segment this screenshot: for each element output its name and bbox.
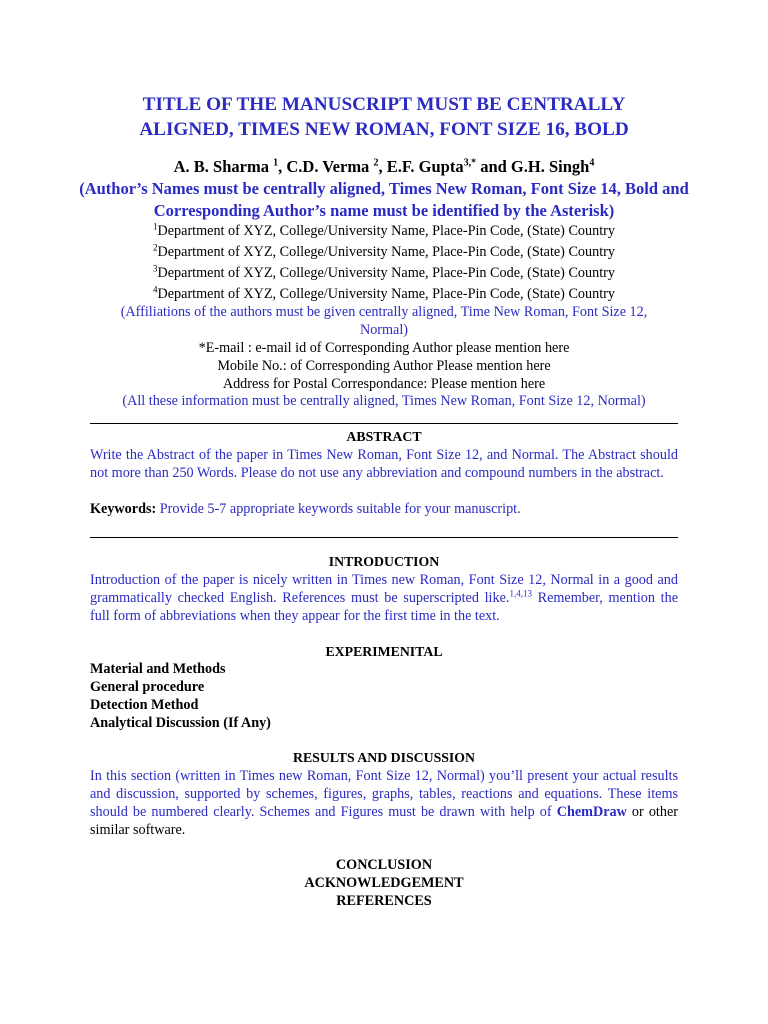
references-heading: REFERENCES <box>336 893 432 909</box>
keywords-text: Provide 5-7 appropriate keywords suitable for your manuscript. <box>156 501 521 517</box>
contact-email: *E-mail : e-mail id of Corresponding Author please mention here <box>198 340 570 356</box>
introduction-reference-sup: 1,4,13 <box>509 588 532 599</box>
affiliation-2 <box>0 242 768 263</box>
introduction-text-main: Introduction of the paper is nicely written in Times new Roman, Font Size 12, Normal in a good and grammatically checked English. References must be superscripted like. <box>90 572 678 606</box>
subheading-general-procedure: General procedure <box>90 679 205 695</box>
affiliation-4-text: Department of XYZ, College/University Name, Place-Pin Code, (State) Country <box>157 286 615 302</box>
author-1-name: A. B. Sharma <box>173 157 274 176</box>
subheading-analytical-discussion: Analytical Discussion (If Any) <box>90 715 271 731</box>
affiliation-3-text: Department of XYZ, College/University Name, Place-Pin Code, (State) Country <box>157 265 615 281</box>
results-text-tail: or other similar software. <box>90 804 678 838</box>
contact-address: Address for Postal Correspondance: Please mention here <box>222 376 546 392</box>
title-line-1: TITLE OF THE MANUSCRIPT MUST BE CENTRALLY <box>142 94 626 115</box>
author-2-sup: 2 <box>373 157 379 169</box>
author-2-name: , C.D. Verma <box>278 157 374 176</box>
affiliation-1-text: Department of XYZ, College/University Name, Place-Pin Code, (State) Country <box>157 223 615 239</box>
affiliation-3-sup: 3 <box>153 263 158 274</box>
affiliation-format-note: (Affiliations of the authors must be given centrally aligned, Time New Roman, Font Size 12, Normal) <box>120 304 648 338</box>
conclusion-heading: CONCLUSION <box>335 857 433 873</box>
affiliation-2-text: Department of XYZ, College/University Name, Place-Pin Code, (State) Country <box>157 244 615 260</box>
experimental-subheadings <box>90 660 271 732</box>
affiliation-4 <box>0 284 768 305</box>
subheading-detection-method: Detection Method <box>90 697 199 713</box>
results-heading: RESULTS AND DISCUSSION <box>293 750 475 765</box>
author-list <box>0 156 768 178</box>
keywords-label: Keywords: <box>90 501 157 517</box>
contact-info <box>0 339 768 393</box>
affiliation-2-sup: 2 <box>153 242 158 253</box>
abstract-heading: ABSTRACT <box>346 429 422 444</box>
affiliation-4-sup: 4 <box>153 284 158 295</box>
experimental-heading: EXPERIMENITAL <box>325 644 443 659</box>
contact-format-note: (All these information must be centrally aligned, Times New Roman, Font Size 12, Normal) <box>122 393 646 409</box>
results-text-main: In this section (written in Times new Roman, Font Size 12, Normal) you’ll present your actual results and discussion, supported by schemes, figures, graphs, tables, reactions and equations. These items should be numbered clearly. Schemes and Figures must be drawn with help of <box>90 768 678 820</box>
introduction-text <box>90 571 678 625</box>
author-4-name: and G.H. Singh <box>476 157 590 176</box>
affiliation-3 <box>0 263 768 284</box>
manuscript-title <box>0 92 768 142</box>
divider-bottom <box>90 537 678 538</box>
abstract-text: Write the Abstract of the paper in Times New Roman, Font Size 12, and Normal. The Abstract should not more than 250 Words. Please do not use any abbreviation and compound numbers in the abstract. <box>90 447 678 481</box>
author-1-sup: 1 <box>273 157 279 169</box>
results-text <box>90 767 678 839</box>
affiliation-1 <box>0 221 768 242</box>
author-format-note: (Author’s Names must be centrally aligned, Times New Roman, Font Size 14, Bold and Corresponding Author’s name must be identified by the Asterisk) <box>79 179 689 220</box>
author-3-name: , E.F. Gupta <box>378 157 464 176</box>
author-3-sup: 3,* <box>463 157 477 169</box>
keywords-line <box>90 500 521 518</box>
chemdraw-word: ChemDraw <box>556 804 627 820</box>
affiliation-1-sup: 1 <box>153 221 158 232</box>
affiliation-list <box>0 221 768 305</box>
title-line-2: ALIGNED, TIMES NEW ROMAN, FONT SIZE 16, BOLD <box>139 119 629 140</box>
introduction-heading: INTRODUCTION <box>328 554 440 569</box>
introduction-text-tail: Remember, mention the full form of abbreviations when they appear for the first time in the text. <box>90 590 678 624</box>
closing-headings <box>0 856 768 910</box>
acknowledgement-heading: ACKNOWLEDGEMENT <box>304 875 464 891</box>
author-4-sup: 4 <box>589 157 595 169</box>
subheading-material-methods: Material and Methods <box>90 661 226 677</box>
contact-mobile: Mobile No.: of Corresponding Author Please mention here <box>217 358 551 374</box>
divider-top <box>90 423 678 424</box>
